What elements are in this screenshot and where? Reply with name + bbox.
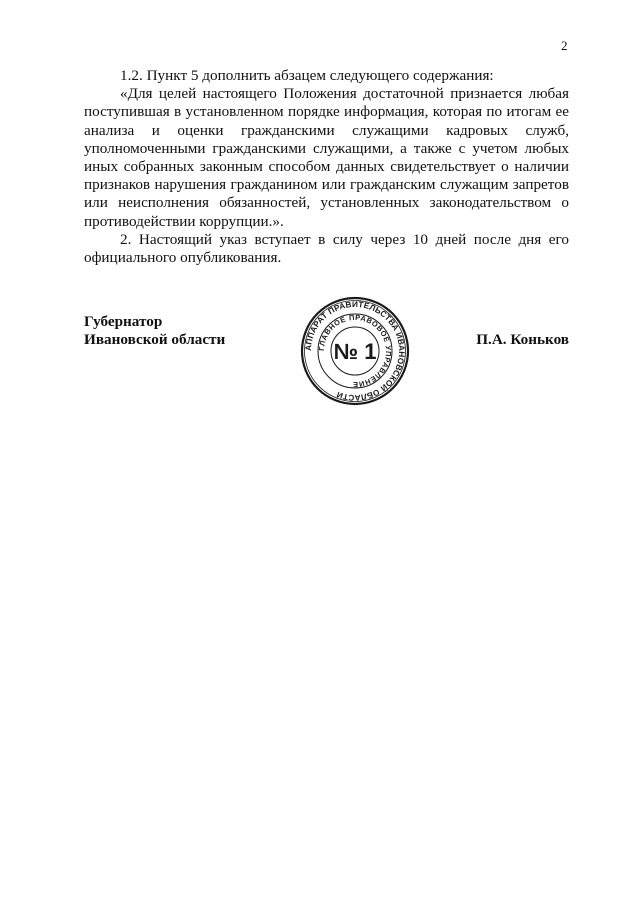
seal-inner-text: ГЛАВНОЕ ПРАВОВОЕ УПРАВЛЕНИЕ [316, 312, 394, 390]
seal-outer-text: АППАРАТ ПРАВИТЕЛЬСТВА ИВАНОВСКОЙ ОБЛАСТИ [303, 299, 407, 403]
seal-number: № 1 [333, 339, 377, 364]
page-number: 2 [561, 38, 568, 53]
paragraph-quoted-text: «Для целей настоящего Положения достаточной признается любая поступившая в установленном порядке информация, которая по итогам ее анализа и оценки гражданскими служащими кадровых служб, уполномоченными гражданскими служащими, а также с учетом любых иных собранных законным способом данных свидетельствует о наличии признаков нарушения гражданином или гражданским служащим запретов или неисполнения обязанностей, установленных законодательством о противодействии коррупции.». [84, 85, 569, 230]
document-body [84, 67, 569, 267]
signatory-title [84, 313, 225, 349]
seal-graphic [300, 296, 410, 406]
signature-block [84, 299, 569, 413]
paragraph-effective-date: 2. Настоящий указ вступает в силу через 10 дней после дня его официального опубликования. [84, 230, 569, 267]
signatory-title-line2: Ивановской области [84, 331, 226, 349]
official-seal [300, 296, 410, 406]
signatory-title-line1: Губернатор [84, 313, 163, 330]
paragraph-amendment: 1.2. Пункт 5 дополнить абзацем следующего содержания: [120, 67, 494, 84]
signatory-name: П.А. Коньков [476, 331, 569, 348]
